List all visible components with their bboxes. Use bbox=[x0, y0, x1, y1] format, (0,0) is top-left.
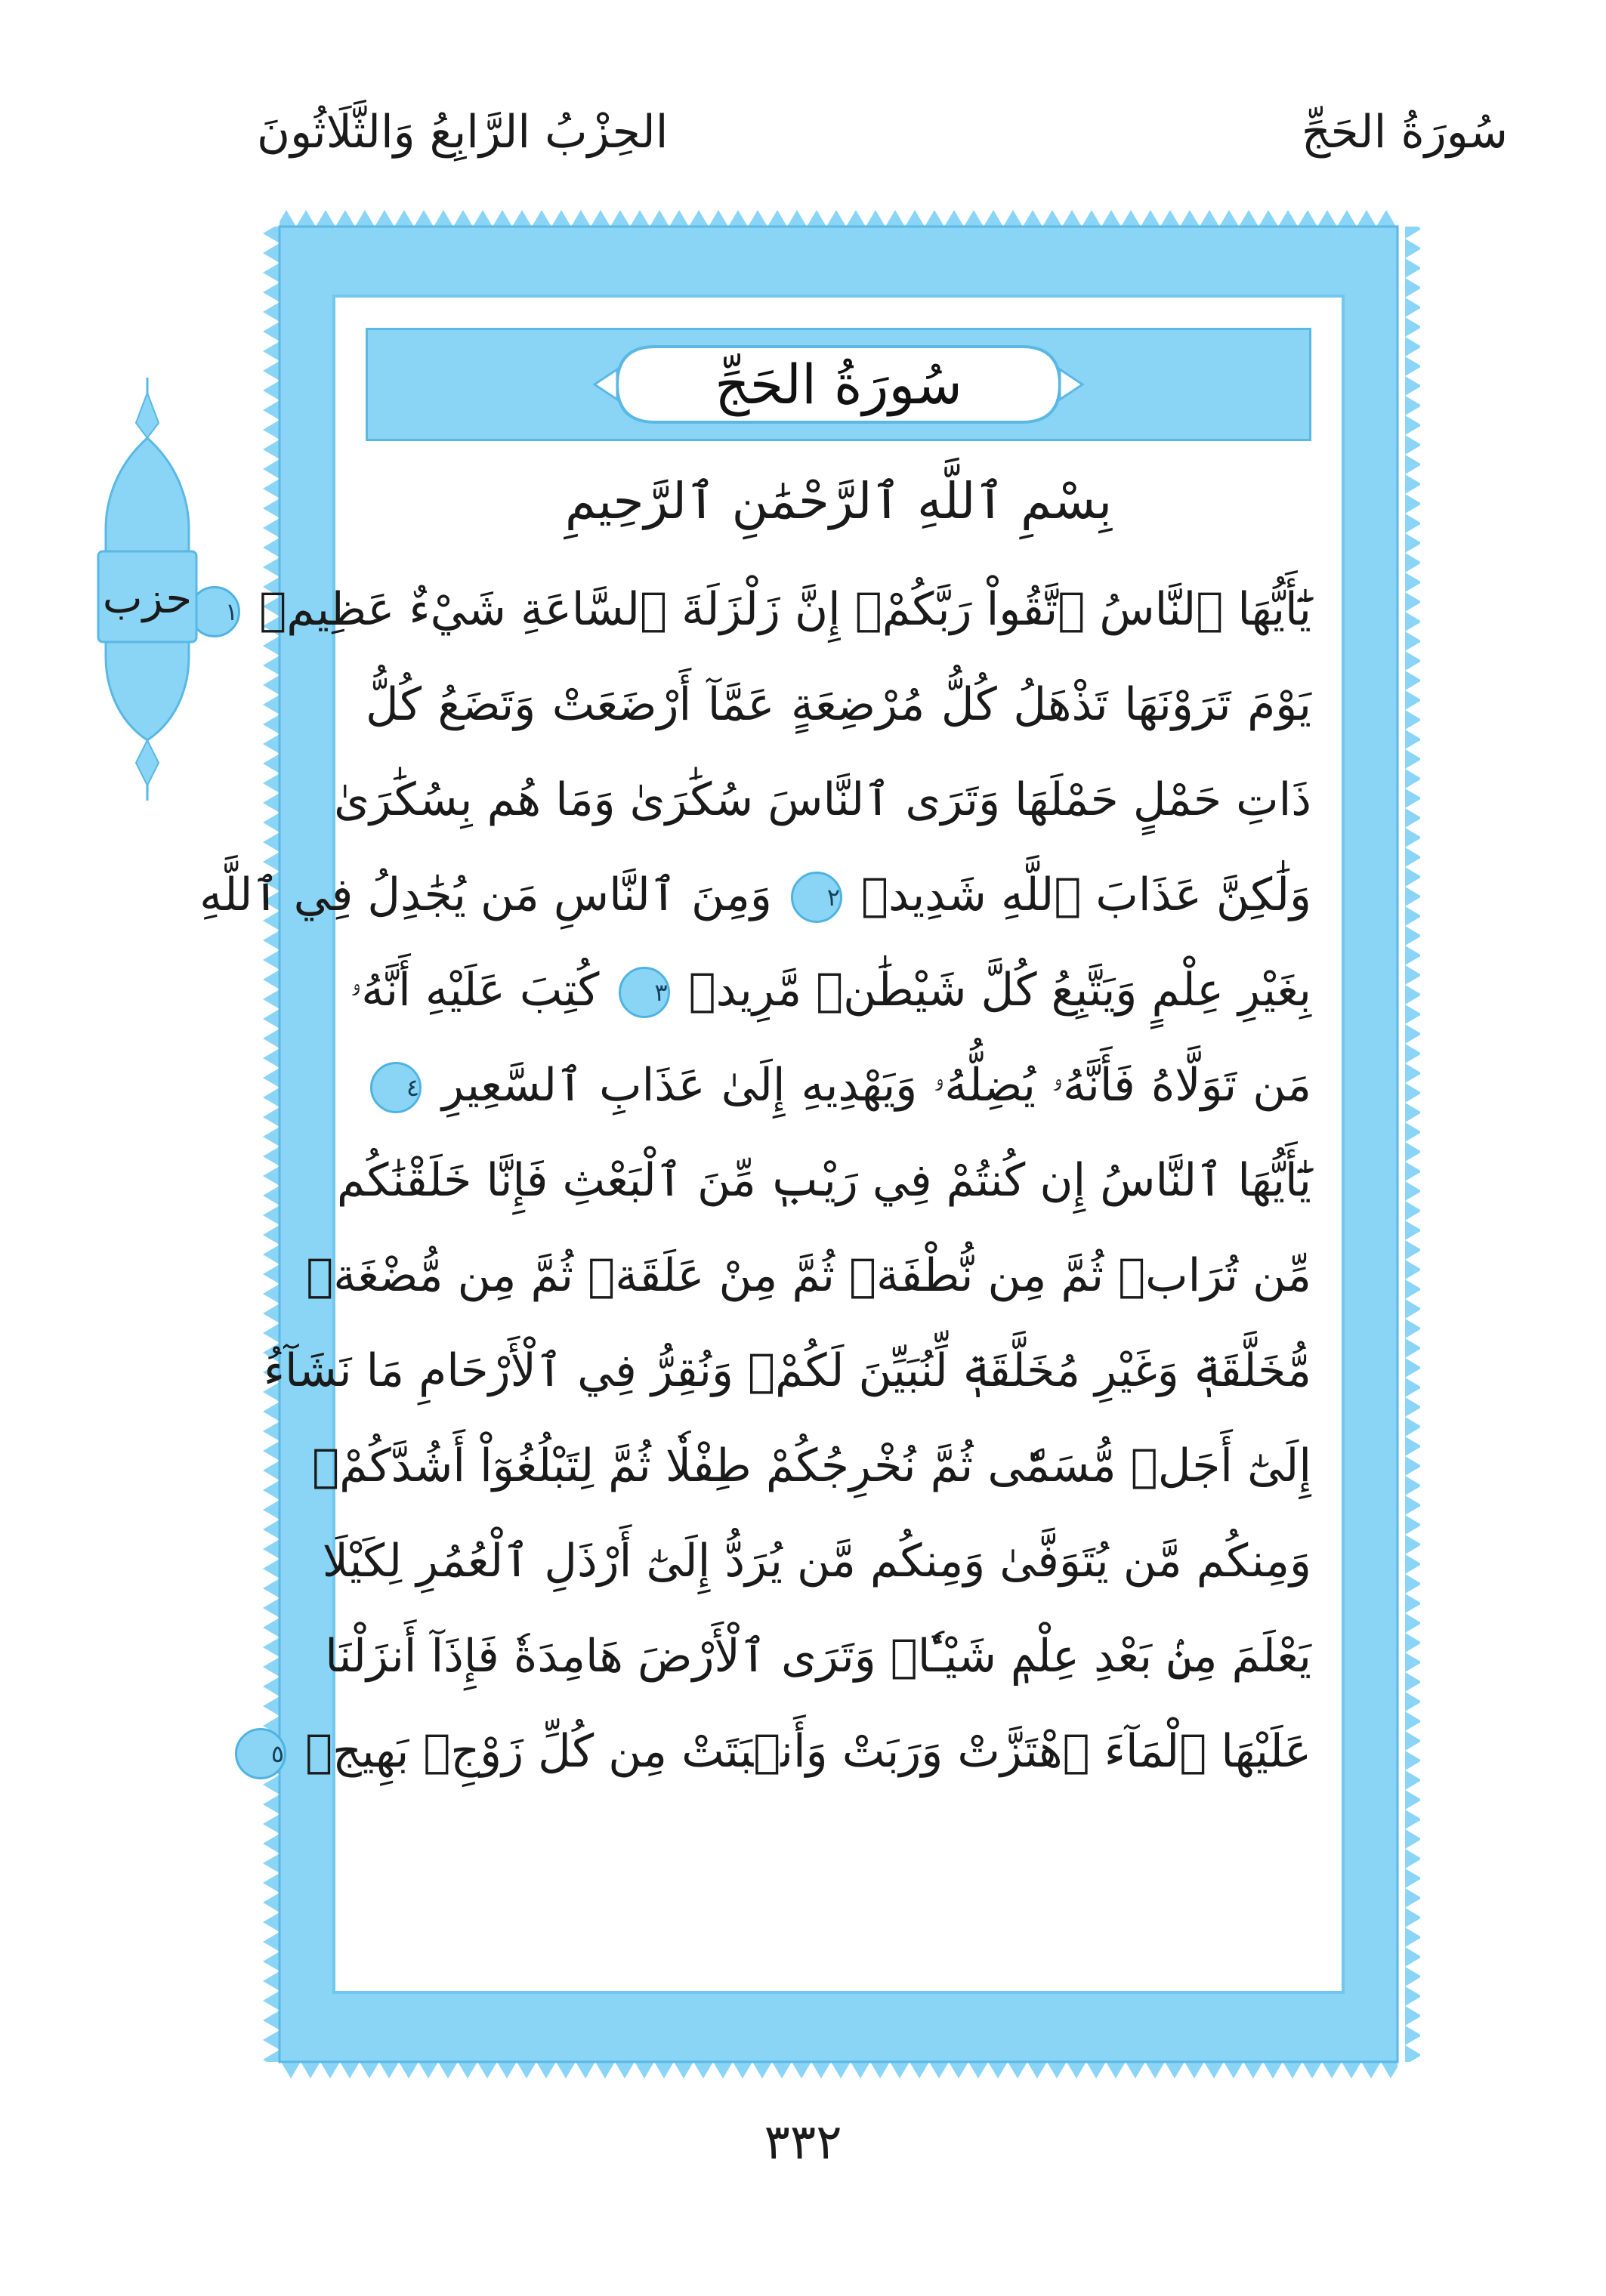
verse-text: كُتِبَ عَلَيْهِ أَنَّهُۥ bbox=[350, 964, 600, 1017]
verse-line bbox=[366, 1038, 1311, 1133]
verse-line bbox=[334, 752, 1311, 847]
ayah-number-icon: ٥ bbox=[235, 1728, 286, 1779]
verse-text: مِّن تُرَابٖ ثُمَّ مِن نُّطْفَةٖ ثُمَّ مِنْ عَلَقَةٖ ثُمَّ مِن مُّضْغَةٖ bbox=[306, 1249, 1311, 1302]
verse-line bbox=[263, 1323, 1311, 1418]
header-surah-name: سُورَةُ الحَجِّ bbox=[1301, 106, 1508, 159]
verse-text: مُّخَلَّقَةٖ وَغَيْرِ مُخَلَّقَةٖ لِّنُبَيِّنَ لَكُمْۚ وَنُقِرُّ فِي ٱلْأَرْحَامِ مَا نَشَآءُ bbox=[263, 1344, 1311, 1397]
verse-text: يَٰٓأَيُّهَا ٱلنَّاسُ إِن كُنتُمْ فِي رَيْبٖ مِّنَ ٱلْبَعْثِ فَإِنَّا خَلَقْنَٰكُم bbox=[336, 1154, 1311, 1207]
verse-text: يَعْلَمَ مِنۢ بَعْدِ عِلْمٖ شَيْـٔٗاۚ وَتَرَى ٱلْأَرْضَ هَامِدَةٗ فَإِذَآ أَنزَلْنَا bbox=[325, 1630, 1311, 1683]
hizb-marker bbox=[83, 378, 212, 801]
verse-text: بِغَيْرِ عِلْمٍ وَيَتَّبِعُ كُلَّ شَيْطَٰنٖ مَّرِيدٖ bbox=[688, 964, 1311, 1017]
verse-text: مَن تَوَلَّاهُ فَأَنَّهُۥ يُضِلُّهُۥ وَيَهْدِيهِ إِلَىٰ عَذَابِ ٱلسَّعِيرِ bbox=[442, 1059, 1312, 1112]
verse-lines bbox=[199, 562, 1312, 1799]
verse-line bbox=[306, 1228, 1311, 1323]
surah-title-band bbox=[366, 328, 1311, 441]
basmala: بِسْمِ ٱللَّهِ ٱلرَّحْمَٰنِ ٱلرَّحِيمِ bbox=[564, 472, 1113, 530]
header-hizb-name: الحِزْبُ الرَّابِعُ وَالثَّلَاثُونَ bbox=[257, 106, 669, 159]
ayah-number-icon: ٣ bbox=[619, 967, 670, 1018]
ayah-number-icon: ٤ bbox=[370, 1062, 422, 1113]
verse-text: وَمِنَ ٱلنَّاسِ مَن يُجَٰدِلُ فِي ٱللَّهِ bbox=[199, 869, 772, 921]
verse-line bbox=[270, 1704, 1311, 1799]
verse-line bbox=[224, 562, 1311, 657]
verse-text: وَلَٰكِنَّ عَذَابَ ٱللَّهِ شَدِيدٞ bbox=[860, 869, 1311, 921]
verse-text: ذَاتِ حَمْلٍ حَمْلَهَا وَتَرَى ٱلنَّاسَ سُكَٰرَىٰ وَمَا هُم بِسُكَٰرَىٰ bbox=[334, 773, 1311, 826]
verse-text: يَوْمَ تَرَوْنَهَا تَذْهَلُ كُلُّ مُرْضِعَةٍ عَمَّآ أَرْضَعَتْ وَتَضَعُ كُلُّ bbox=[366, 678, 1311, 731]
verse-line bbox=[336, 1133, 1311, 1228]
surah-title: سُورَةُ الحَجِّ bbox=[715, 353, 962, 416]
text-panel bbox=[199, 295, 1345, 1994]
verse-line bbox=[312, 1418, 1311, 1514]
verse-text: وَمِنكُم مَّن يُتَوَفَّىٰ وَمِنكُم مَّن يُرَدُّ إِلَىٰٓ أَرْذَلِ ٱلْعُمُرِ لِكَيْلَا bbox=[322, 1535, 1311, 1588]
verse-line bbox=[350, 943, 1311, 1038]
page-number: ٣٣٢ bbox=[764, 2115, 842, 2171]
verse-line bbox=[366, 657, 1311, 752]
verse-line bbox=[199, 847, 1311, 943]
ayah-number-icon: ١ bbox=[189, 586, 240, 637]
verse-text: يَٰٓأَيُّهَا ٱلنَّاسُ ٱتَّقُواْ رَبَّكُمْۚ إِنَّ زَلْزَلَةَ ٱلسَّاعَةِ شَيْءٌ عَظِيمٞ bbox=[259, 583, 1311, 636]
hizb-label: حزب bbox=[102, 574, 193, 623]
verse-line bbox=[322, 1514, 1311, 1609]
verse-text: عَلَيْهَا ٱلْمَآءَ ٱهْتَزَّتْ وَرَبَتْ وَأَنۢبَتَتْ مِن كُلِّ زَوْجِۭ بَهِيجٖ bbox=[305, 1725, 1311, 1778]
verse-line bbox=[325, 1609, 1311, 1704]
verse-text: إِلَىٰٓ أَجَلٖ مُّسَمّٗى ثُمَّ نُخْرِجُكُمْ طِفْلٗا ثُمَّ لِتَبْلُغُوٓاْ أَشُدَّكُمْۖ bbox=[312, 1440, 1311, 1492]
ayah-number-icon: ٢ bbox=[791, 872, 842, 923]
